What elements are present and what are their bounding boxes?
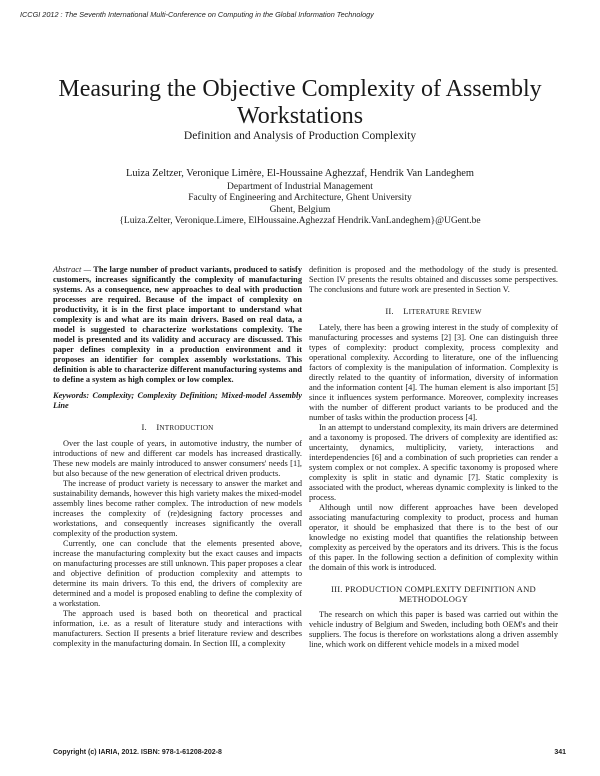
- section-heading-methodology: III. PRODUCTION COMPLEXITY DEFINITION AND METHODOLOGY: [331, 584, 536, 604]
- intro-continuation: definition is proposed and the methodology of the study is presented. Section IV presents the results obtained and discusses some perspectives. The conclusions and future work are presented in Section V.: [309, 265, 558, 294]
- right-column: [309, 265, 558, 650]
- intro-paragraph: Currently, one can conclude that the elements presented above, increase the manufacturing complexity but the exact causes and impacts on manufacturing processes are still unknown. This paper proposes a clear and objective definition of production complexity and attempts to determine its main drivers. To this end, the drivers of complexity are determined and a model is proposed enabling to define the complexity of a workstation.: [53, 539, 302, 608]
- author-list: Luiza Zeltzer, Veronique Limère, El-Houssaine Aghezzaf, Hendrik Van Landeghem: [125, 168, 475, 179]
- literature-paragraph: Lately, there has been a growing interest in the study of complexity of manufacturing processes and systems [2] [3]. One can distinguish three types of complexity: product complexity, process complexity and operational complexity. According to literature, one of the influencing factors of complexity is the manipulation of information. Complexity is directly related to the quantity of information, diversity of information and the information content [4]. The human element is also important [5] since it influences system performance. Moreover, complexity increases with the number of different product variants to be produced and the number of tasks within the production process [4].: [309, 323, 558, 422]
- keywords-paragraph: Keywords: Complexity; Complexity Definition; Mixed-model Assembly Line: [53, 391, 302, 410]
- paper-title: Measuring the Objective Complexity of Assembly Workstations: [58, 76, 542, 129]
- section-heading-introduction: I. INTRODUCTION: [141, 422, 214, 432]
- paper-subtitle: Definition and Analysis of Production Complexity: [183, 130, 417, 142]
- literature-paragraph: In an attempt to understand complexity, its main drivers are determined and a taxonomy is proposed. The drivers of complexity are identified as: uncertainty, dynamics, multiplicity, variety, interactions and interdependencies [6] and a combination of such proprieties can render a system complex or not complex. A specific taxonomy is proposed where complexity is split in static and dynamic [7]. Static complexity is associated with the product, whereas dynamic complexity is linked to the process.: [309, 423, 558, 502]
- left-column: [53, 265, 302, 649]
- footer-copyright: Copyright (c) IARIA, 2012. ISBN: 978-1-61208-202-8: [53, 749, 222, 756]
- affiliation-department: Department of Industrial Management: [227, 182, 373, 192]
- section-heading-literature-review: II. LITERATURE REVIEW: [385, 306, 482, 316]
- page-footer: [53, 749, 566, 756]
- intro-paragraph: The approach used is based both on theoretical and practical information, i.e. as a result of literature study and interactions with manufacturers. Section II presents a brief literature review and describes complexity in the manufacturing domain. In Section III, a complexity: [53, 609, 302, 648]
- intro-paragraph: The increase of product variety is necessary to answer the market and sustainability demands, however this high variety makes the mixed-model assembly lines become rather complex. The introduction of new models increases the complexity of (re)designing factory processes and workstations, and consequently increases significantly the overall complexity of the production system.: [53, 479, 302, 538]
- methodology-paragraph: The research on which this paper is based was carried out within the vehicle industry of Belgium and Sweden, including both OEM's and their suppliers. The focus is therefore on workstations along a driven assembly line, which work on different vehicle models in a mixed model: [309, 610, 558, 649]
- intro-paragraph: Over the last couple of years, in automotive industry, the number of introductions of new and different car models has increased drastically. These new models are mainly introduced to answer consumers' needs [1], but also because of the new generation of electrical driven products.: [53, 439, 302, 478]
- literature-paragraph: Although until now different approaches have been developed associating manufacturing complexity to product, process and human operator, it should be emphasized that there is to the best of our knowledge no existing model that quantifies the relationship between complexity as perceived by the operators and its drivers. This is the focus of this paper. In the following section a definition of complexity within the domain of this work is introduced.: [309, 503, 558, 572]
- abstract-label: Abstract —: [53, 265, 92, 274]
- affiliation-emails: {Luiza.Zelter, Veronique.Limere, ElHoussaine.Aghezzaf Hendrik.VanLandeghem}@UGent.be: [119, 215, 481, 226]
- page-number: 341: [554, 749, 566, 756]
- affiliation-city: Ghent, Belgium: [269, 204, 331, 215]
- abstract-paragraph: [53, 265, 302, 385]
- affiliation-faculty: Faculty of Engineering and Architecture, Ghent University: [188, 193, 412, 204]
- conference-header: ICCGI 2012 : The Seventh International Multi-Conference on Computing in the Global Information Technology: [20, 10, 374, 19]
- abstract-text: The large number of product variants, produced to satisfy customers, increases significantly the complexity of manufacturing systems. As a consequence, new approaches to deal with production processes are required. Because of the impact of complexity on productivity, it is in the first place important to understand what complexity is and what are its main drivers. Based on real data, a model is suggested to characterize workstations complexity. The model is presented and its validity and accuracy are discussed. This paper defines complexity in a production environment and it proposes an identifier for complex assembly workstations. This definition is able to characterize different manufacturing systems and to define a system as high complex or low complex.: [53, 265, 302, 384]
- affiliation-block: [20, 182, 580, 227]
